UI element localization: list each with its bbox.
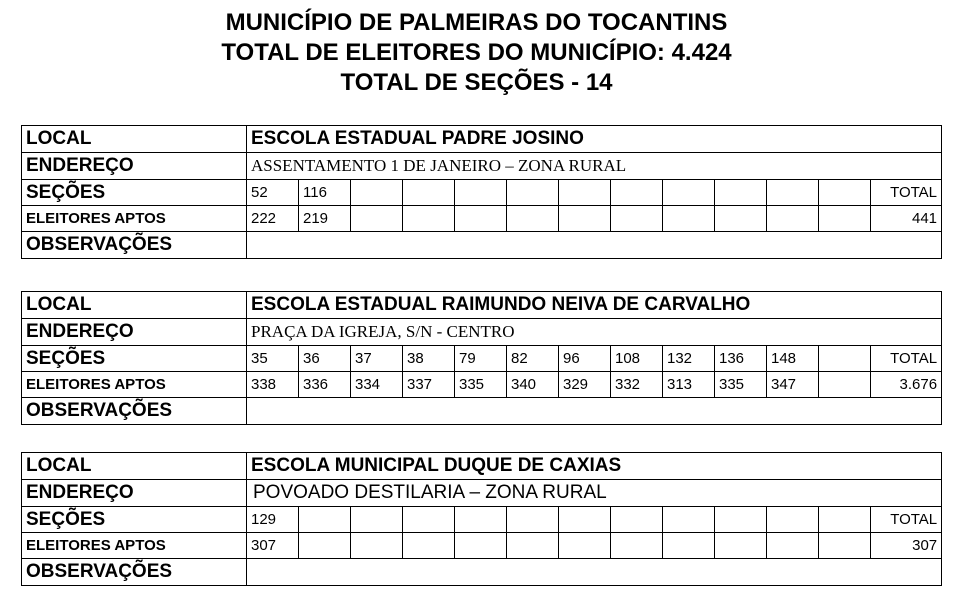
section-cell	[767, 180, 819, 206]
sections-label: SEÇÕES	[22, 346, 247, 372]
section-cell	[455, 507, 507, 533]
section-cell: 36	[299, 346, 351, 372]
voters-cell	[351, 206, 403, 232]
section-cell: 37	[351, 346, 403, 372]
total-voters-title: TOTAL DE ELEITORES DO MUNICÍPIO: 4.424	[221, 39, 732, 66]
school-name: ESCOLA MUNICIPAL DUQUE DE CAXIAS	[247, 453, 942, 480]
voters-label: ELEITORES APTOS	[22, 533, 247, 559]
section-cell: 82	[507, 346, 559, 372]
voters-cell	[507, 533, 559, 559]
address-label: ENDEREÇO	[22, 153, 247, 180]
voters-cell	[767, 206, 819, 232]
section-cell	[559, 507, 611, 533]
municipality-title: MUNICÍPIO DE PALMEIRAS DO TOCANTINS	[225, 9, 728, 36]
voters-cell	[559, 533, 611, 559]
voters-cell	[455, 533, 507, 559]
observations-label: OBSERVAÇÕES	[22, 232, 247, 259]
section-cell	[663, 180, 715, 206]
voters-cell	[819, 372, 871, 398]
location-table	[21, 291, 942, 425]
voters-cell: 335	[455, 372, 507, 398]
voters-cell: 336	[299, 372, 351, 398]
voters-label: ELEITORES APTOS	[22, 372, 247, 398]
total-sections-title: TOTAL DE SEÇÕES - 14	[340, 69, 613, 96]
voters-cell	[507, 206, 559, 232]
section-cell	[559, 180, 611, 206]
section-cell: 132	[663, 346, 715, 372]
voters-cell	[351, 533, 403, 559]
observations-value	[247, 398, 942, 425]
section-cell	[507, 507, 559, 533]
voters-cell: 219	[299, 206, 351, 232]
section-cell	[819, 346, 871, 372]
voters-cell	[455, 206, 507, 232]
section-cell	[403, 180, 455, 206]
voters-cell	[611, 206, 663, 232]
observations-label: OBSERVAÇÕES	[22, 398, 247, 425]
sections-label: SEÇÕES	[22, 180, 247, 206]
voters-cell	[611, 533, 663, 559]
section-cell	[455, 180, 507, 206]
section-cell	[819, 507, 871, 533]
location-table	[21, 452, 942, 586]
document-header	[0, 0, 953, 98]
voters-cell	[767, 533, 819, 559]
sections-label: SEÇÕES	[22, 507, 247, 533]
total-label: TOTAL	[871, 180, 942, 206]
voters-cell	[663, 206, 715, 232]
section-cell: 38	[403, 346, 455, 372]
section-cell	[611, 507, 663, 533]
observations-value	[247, 232, 942, 259]
voters-cell: 313	[663, 372, 715, 398]
section-cell	[507, 180, 559, 206]
section-cell	[611, 180, 663, 206]
voters-cell	[819, 206, 871, 232]
voters-cell: 338	[247, 372, 299, 398]
school-name: ESCOLA ESTADUAL PADRE JOSINO	[247, 126, 942, 153]
section-cell: 129	[247, 507, 299, 533]
section-cell: 148	[767, 346, 819, 372]
voters-cell: 335	[715, 372, 767, 398]
section-cell	[767, 507, 819, 533]
voters-cell	[559, 206, 611, 232]
section-cell	[819, 180, 871, 206]
total-voters-value: 441	[871, 206, 942, 232]
observations-label: OBSERVAÇÕES	[22, 559, 247, 586]
section-cell	[403, 507, 455, 533]
address-label: ENDEREÇO	[22, 319, 247, 346]
address-value: PRAÇA DA IGREJA, S/N - CENTRO	[247, 319, 942, 346]
voters-cell: 334	[351, 372, 403, 398]
section-cell: 96	[559, 346, 611, 372]
local-label: LOCAL	[22, 126, 247, 153]
total-voters-value: 307	[871, 533, 942, 559]
voters-cell	[715, 533, 767, 559]
voters-cell: 347	[767, 372, 819, 398]
section-cell	[351, 507, 403, 533]
observations-value	[247, 559, 942, 586]
total-label: TOTAL	[871, 507, 942, 533]
voters-cell: 222	[247, 206, 299, 232]
section-cell: 108	[611, 346, 663, 372]
voters-cell: 307	[247, 533, 299, 559]
section-cell: 116	[299, 180, 351, 206]
section-cell	[299, 507, 351, 533]
section-cell: 35	[247, 346, 299, 372]
voters-label: ELEITORES APTOS	[22, 206, 247, 232]
section-cell	[715, 507, 767, 533]
total-voters-value: 3.676	[871, 372, 942, 398]
voters-cell: 329	[559, 372, 611, 398]
address-label: ENDEREÇO	[22, 480, 247, 507]
voters-cell	[299, 533, 351, 559]
location-table	[21, 125, 942, 259]
address-value: POVOADO DESTILARIA – ZONA RURAL	[247, 480, 942, 507]
address-value: ASSENTAMENTO 1 DE JANEIRO – ZONA RURAL	[247, 153, 942, 180]
voters-cell	[715, 206, 767, 232]
local-label: LOCAL	[22, 453, 247, 480]
voters-cell	[403, 533, 455, 559]
section-cell: 79	[455, 346, 507, 372]
voters-cell: 340	[507, 372, 559, 398]
voters-cell: 337	[403, 372, 455, 398]
school-name: ESCOLA ESTADUAL RAIMUNDO NEIVA DE CARVALHO	[247, 292, 942, 319]
voters-cell	[819, 533, 871, 559]
voters-cell: 332	[611, 372, 663, 398]
voters-cell	[403, 206, 455, 232]
section-cell: 52	[247, 180, 299, 206]
section-cell	[663, 507, 715, 533]
section-cell	[351, 180, 403, 206]
section-cell	[715, 180, 767, 206]
local-label: LOCAL	[22, 292, 247, 319]
voters-cell	[663, 533, 715, 559]
total-label: TOTAL	[871, 346, 942, 372]
section-cell: 136	[715, 346, 767, 372]
